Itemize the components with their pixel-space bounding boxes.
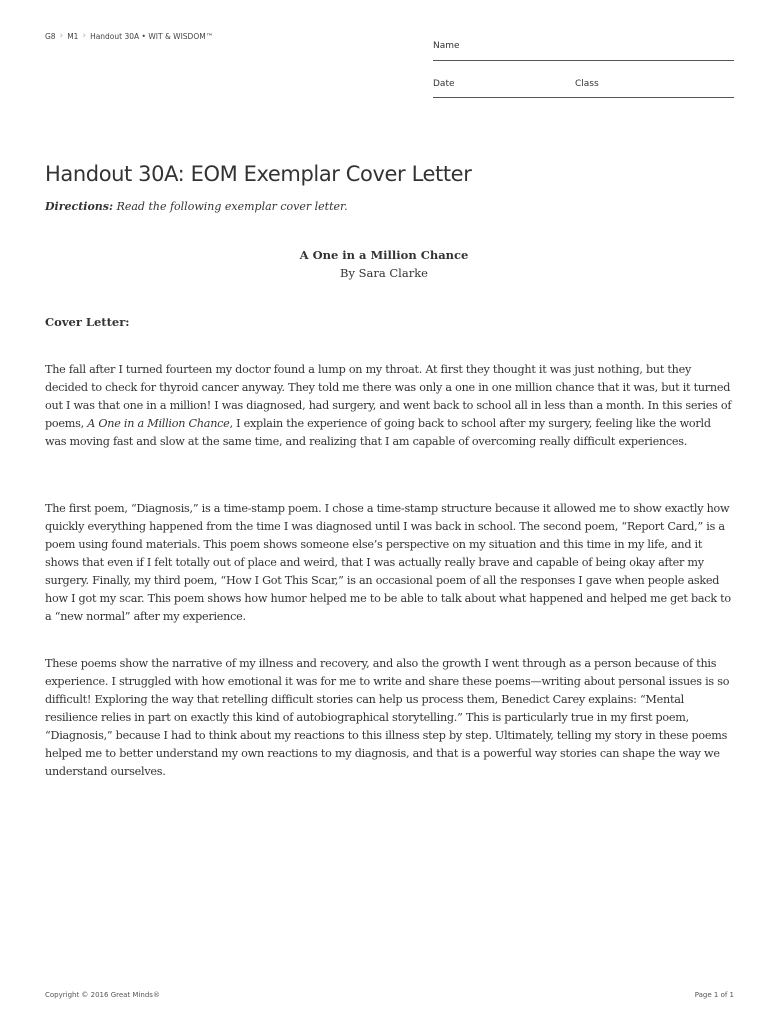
name-field[interactable]	[433, 60, 734, 61]
class-label: Class	[575, 79, 599, 89]
breadcrumb	[45, 31, 213, 41]
directions	[45, 200, 348, 213]
date-class-field[interactable]	[433, 97, 734, 98]
poem-title: A One in a Million Chance	[299, 248, 469, 262]
breadcrumb-grade: G8	[45, 31, 56, 41]
page-title: Handout 30A: EOM Exemplar Cover Letter	[45, 162, 472, 186]
cover-letter-heading: Cover Letter:	[45, 315, 130, 329]
paragraph-1-text-a: The fall after I turned fourteen my doctor found a lump on my throat. At first they thought it was just nothing, but they decided to check for thyroid cancer anyway. They told me there was only a one in one million chance that it was, but it turned out I was that one in a million! I was diagnosed, had surgery, and went back to school all in less than a month. In this series of poems,	[45, 363, 732, 430]
paragraph-1	[45, 361, 735, 451]
chevron-right-icon: ›	[59, 31, 64, 41]
copyright-text: Copyright © 2016 Great Minds®	[45, 991, 160, 999]
paragraph-1-text-b: , I explain the experience of going back to school after my surgery, feeling like the world was moving fast and slow at the same time, and realizing that I am capable of overcoming really difficult experiences.	[45, 417, 711, 448]
directions-label: Directions:	[45, 200, 114, 213]
paragraph-2: The first poem, “Diagnosis,” is a time-stamp poem. I chose a time-stamp structure because it allowed me to show exactly how quickly everything happened from the time I was diagnosed until I was back in school. The second poem, “Report Card,” is a poem using found materials. This poem shows someone else’s perspective on my situation and this time in my life, and it shows that even if I felt totally out of place and weird, that I was actually really brave and capable of being okay after my surgery. Finally, my third poem, “How I Got This Scar,” is an occasional poem of all the responses I gave when people asked how I got my scar. This poem shows how humor helped me to be able to talk about what happened and helped me get back to a “new normal” after my experience.	[45, 502, 731, 623]
poem-author: By Sara Clarke	[340, 266, 428, 280]
date-label: Date	[433, 79, 455, 89]
breadcrumb-module: M1	[67, 31, 79, 41]
chevron-right-icon: ›	[82, 31, 87, 41]
directions-text: Read the following exemplar cover letter.	[116, 200, 348, 213]
paragraph-3: These poems show the narrative of my illness and recovery, and also the growth I went through as a person because of this experience. I struggled with how emotional it was for me to write and share these poems—writing about personal issues is so difficult! Exploring the way that retelling difficult stories can help us process them, Benedict Carey explains: “Mental resilience relies in part on exactly this kind of autobiographical storytelling.” This is particularly true in my first poem, “Diagnosis,” because I had to think about my reactions to this illness step by step. Ultimately, telling my story in these poems helped me to better understand my own reactions to my diagnosis, and that is a powerful way stories can shape the way we understand ourselves.	[45, 657, 730, 778]
breadcrumb-doc: Handout 30A • WIT & WISDOM™	[90, 31, 214, 41]
name-label: Name	[433, 41, 460, 51]
paragraph-1-title: A One in a Million Chance	[87, 417, 230, 430]
page-number: Page 1 of 1	[694, 991, 734, 999]
